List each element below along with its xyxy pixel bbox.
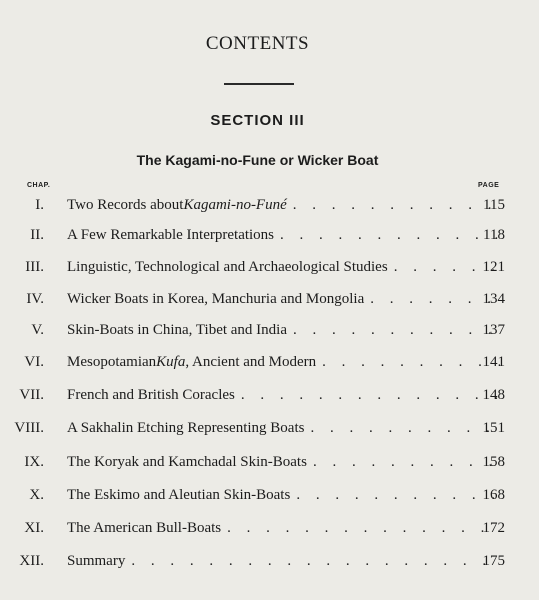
toc-entry[interactable] (0, 383, 530, 407)
chapter-title: Linguistic, Technological and Archaeological Studies . . . (67, 255, 500, 279)
chapter-number: X. (29, 487, 44, 503)
leader-dots (313, 450, 500, 474)
leader-dots (280, 223, 500, 247)
leader-dots (131, 549, 500, 573)
toc-entry[interactable] (0, 350, 530, 374)
chapter-number: VIII. (14, 420, 44, 436)
chapter-number: II. (30, 227, 44, 243)
page-column-header: PAGE (478, 182, 500, 189)
toc-entry[interactable] (0, 450, 530, 474)
chapter-number: VII. (19, 387, 44, 403)
leader-dots (227, 516, 500, 540)
leader-dots (370, 287, 500, 311)
chapter-title: Skin-Boats in China, Tibet and India . . . (67, 318, 500, 342)
chapter-title: A Few Remarkable Interpretations . . . (67, 223, 500, 247)
section-subtitle: The Kagami-no-Fune or Wicker Boat (136, 152, 379, 168)
toc-entry[interactable] (0, 193, 530, 217)
chapter-title: A Sakhalin Etching Representing Boats . . . (67, 416, 500, 440)
chapter-column-header: CHAP. (27, 182, 51, 189)
page-number: 151 (482, 420, 505, 436)
page-number: 115 (483, 197, 505, 213)
chapter-number: VI. (24, 354, 44, 370)
leader-dots (293, 193, 500, 217)
page-number: 134 (482, 291, 505, 307)
leader-dots (310, 416, 500, 440)
chapter-number: IV. (26, 291, 44, 307)
page-number: 141 (482, 354, 505, 370)
section-heading: SECTION III (210, 112, 305, 129)
page-number: 158 (482, 454, 505, 470)
toc-entry[interactable] (0, 483, 530, 507)
page-title: CONTENTS (205, 33, 310, 54)
page-number: 175 (482, 553, 505, 569)
toc-entry[interactable] (0, 516, 530, 540)
toc-entry[interactable] (0, 223, 530, 247)
toc-entry[interactable] (0, 287, 530, 311)
page-number: 118 (483, 227, 505, 243)
toc-entry[interactable] (0, 416, 530, 440)
chapter-title: Mesopotamian Kufa , Ancient and Modern . . . (67, 350, 500, 374)
chapter-title: Wicker Boats in Korea, Manchuria and Mongolia . . . (67, 287, 500, 311)
leader-dots (241, 383, 500, 407)
chapter-title: The Eskimo and Aleutian Skin-Boats . . . (67, 483, 500, 507)
toc-entry[interactable] (0, 255, 530, 279)
chapter-number: III. (25, 259, 44, 275)
page-number: 168 (482, 487, 505, 503)
toc-entry[interactable] (0, 549, 530, 573)
chapter-title: Summary . . . (67, 549, 500, 573)
leader-dots (322, 350, 500, 374)
title-rule (224, 83, 294, 85)
chapter-number: V. (31, 322, 44, 338)
chapter-number: I. (35, 197, 44, 213)
chapter-title: The American Bull-Boats . . . (67, 516, 500, 540)
page-number: 148 (482, 387, 505, 403)
page-number: 172 (482, 520, 505, 536)
chapter-number: XI. (24, 520, 44, 536)
chapter-title: French and British Coracles . . . (67, 383, 500, 407)
leader-dots (296, 483, 500, 507)
chapter-title: Two Records about Kagami-no-Funé . . . (67, 193, 500, 217)
chapter-number: IX. (24, 454, 44, 470)
chapter-number: XII. (19, 553, 44, 569)
chapter-title: The Koryak and Kamchadal Skin-Boats . . . (67, 450, 500, 474)
leader-dots (293, 318, 500, 342)
page-number: 137 (482, 322, 505, 338)
toc-entry[interactable] (0, 318, 530, 342)
page-number: 121 (482, 259, 505, 275)
